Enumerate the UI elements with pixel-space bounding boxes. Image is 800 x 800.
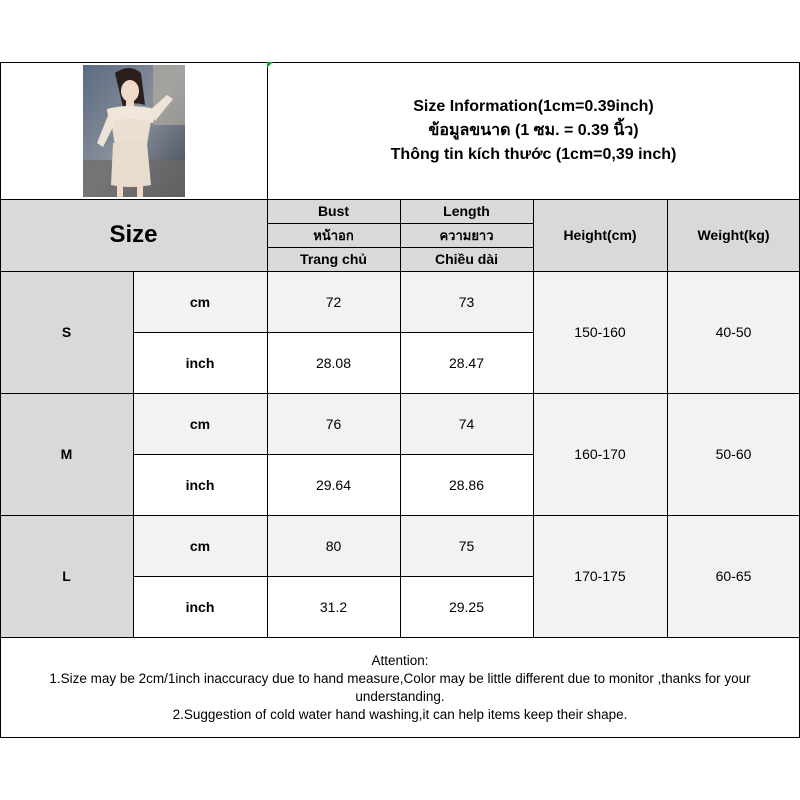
weight-s: 40-50 xyxy=(667,271,800,393)
bust-cm-l: 80 xyxy=(267,515,400,576)
size-label-m: M xyxy=(0,393,133,515)
height-l: 170-175 xyxy=(533,515,667,637)
product-photo-cell xyxy=(0,62,267,199)
size-chart xyxy=(0,62,800,738)
unit-cm: cm xyxy=(133,515,267,576)
weight-header: Weight(kg) xyxy=(667,199,800,271)
length-inch-s: 28.47 xyxy=(400,332,533,393)
size-info-english: Size Information(1cm=0.39inch) xyxy=(413,97,654,115)
size-header: Size xyxy=(0,199,267,271)
attention-line-2: 2.Suggestion of cold water hand washing,it can help items keep their shape. xyxy=(172,706,628,722)
height-s: 150-160 xyxy=(533,271,667,393)
bust-cm-m: 76 xyxy=(267,393,400,454)
bust-header-vi: Trang chủ xyxy=(267,247,400,271)
attention-note xyxy=(0,637,800,738)
border-line xyxy=(667,199,668,637)
bust-cm-s: 72 xyxy=(267,271,400,332)
unit-cm: cm xyxy=(133,271,267,332)
unit-inch: inch xyxy=(133,454,267,515)
unit-inch: inch xyxy=(133,576,267,637)
length-inch-l: 29.25 xyxy=(400,576,533,637)
border-line xyxy=(133,454,533,455)
length-cm-m: 74 xyxy=(400,393,533,454)
length-header-vi: Chiều dài xyxy=(400,247,533,271)
border-line xyxy=(133,271,134,637)
height-m: 160-170 xyxy=(533,393,667,515)
border-line xyxy=(133,332,533,333)
weight-m: 50-60 xyxy=(667,393,800,515)
length-header-en: Length xyxy=(400,199,533,223)
bust-inch-m: 29.64 xyxy=(267,454,400,515)
unit-inch: inch xyxy=(133,332,267,393)
bust-header-en: Bust xyxy=(267,199,400,223)
length-header-th: ความยาว xyxy=(400,223,533,247)
border-line xyxy=(400,199,401,637)
border-line xyxy=(133,576,533,577)
size-label-l: L xyxy=(0,515,133,637)
length-cm-l: 75 xyxy=(400,515,533,576)
border-line xyxy=(0,737,800,738)
border-line xyxy=(267,62,268,637)
attention-title: Attention: xyxy=(371,652,429,668)
cell-marker xyxy=(267,62,273,68)
size-info-vietnamese: Thông tin kích thước (1cm=0,39 inch) xyxy=(390,145,677,163)
border-line xyxy=(0,62,800,63)
bust-header-th: หน้าอก xyxy=(267,223,400,247)
product-photo xyxy=(83,65,185,197)
size-label-s: S xyxy=(0,271,133,393)
length-inch-m: 28.86 xyxy=(400,454,533,515)
attention-line-1: 1.Size may be 2cm/1inch inaccuracy due to hand measure,Color may be little different due to monitor ,thanks for your understanding. xyxy=(49,670,751,704)
size-info-header xyxy=(267,62,800,199)
bust-inch-s: 28.08 xyxy=(267,332,400,393)
border-line xyxy=(533,199,534,637)
weight-l: 60-65 xyxy=(667,515,800,637)
length-cm-s: 73 xyxy=(400,271,533,332)
size-info-thai: ข้อมูลขนาด (1 ซม. = 0.39 นิ้ว) xyxy=(428,121,639,139)
unit-cm: cm xyxy=(133,393,267,454)
height-header: Height(cm) xyxy=(533,199,667,271)
bust-inch-l: 31.2 xyxy=(267,576,400,637)
border-line xyxy=(0,637,800,638)
border-line xyxy=(0,62,1,738)
